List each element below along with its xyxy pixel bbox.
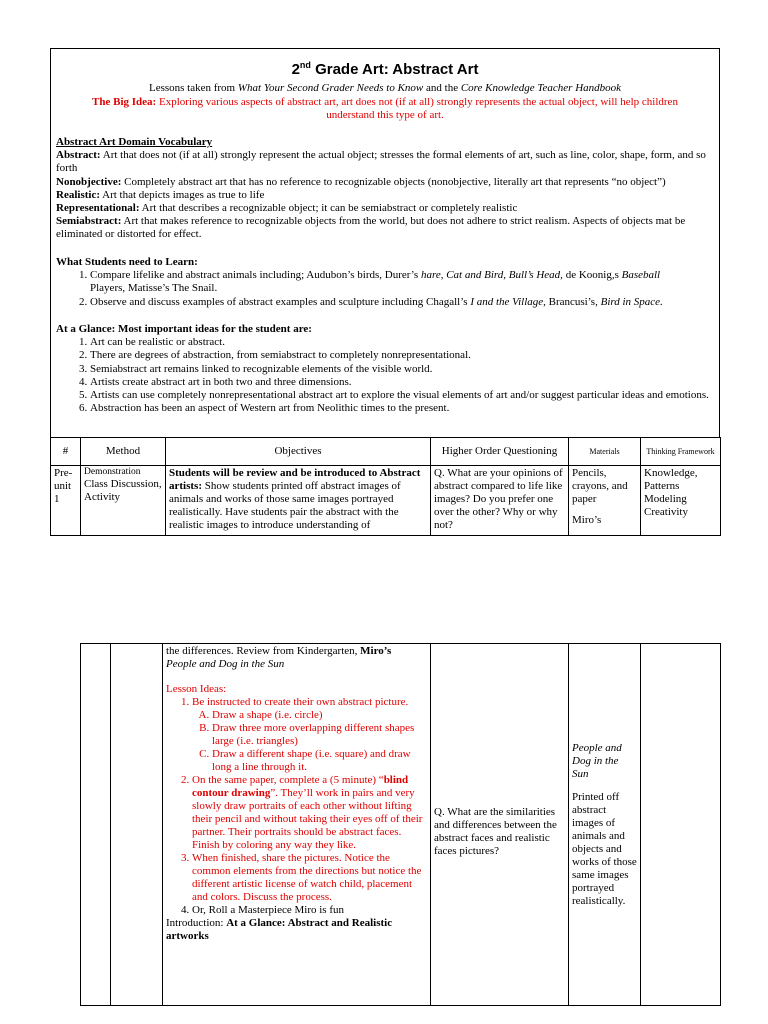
big-idea: The Big Idea: Exploring various aspects of abstract art, art does not (if at all) strongly represents the actual object, will help children understand this type of art. — [92, 96, 678, 121]
learn-section — [56, 256, 716, 309]
list-item: 5. Artists can use completely nonrepresentational abstract art to explore the visual elements of art and/or suggest particular ideas and emotions. — [90, 389, 716, 402]
header-materials: Materials — [569, 438, 641, 466]
subtitle: Lessons taken from What Your Second Grader Needs to Know and the Core Knowledge Teacher Handbook — [148, 82, 622, 94]
list-item: B. Draw three more overlapping different shapes large (i.e. triangles) — [212, 722, 427, 748]
list-item: 3. Semiabstract art remains linked to recognizable elements of the visible world. — [90, 363, 716, 376]
vocab-item: Abstract: Art that does not (if at all) strongly represent the actual object; stresses the formal elements of art, such as line, color, shape, form, and so forth — [56, 149, 706, 175]
row-thinking — [641, 644, 721, 1006]
row-objectives: Students will be review and be introduced to Abstract artists: Show students printed off abstract images of animals and works of those same images portrayed realistically. Have students pair the abstract with the realistic images to introduce understanding of — [166, 466, 431, 536]
glance-section — [56, 323, 716, 415]
vocab-item: Realistic: Art that depicts images as true to life — [56, 188, 265, 201]
row-question: Q. What are the similarities and differences between the abstract faces and realistic faces pictures? — [431, 644, 569, 1006]
list-item: 6. Abstraction has been an aspect of Western art from Neolithic times to the present. — [90, 402, 716, 415]
list-item: 4. Artists create abstract art in both two and three dimensions. — [90, 376, 716, 389]
table-row — [51, 466, 721, 536]
header-objectives: Objectives — [166, 438, 431, 466]
row-method: Demonstration Class Discussion, Activity — [81, 466, 166, 536]
vocabulary-heading: Abstract Art Domain Vocabulary — [56, 136, 213, 148]
lesson-table-continued — [80, 643, 721, 1006]
row-objectives: the differences. Review from Kindergarten, Miro’s People and Dog in the Sun Lesson Ideas: 1. Be instructed to create their own abstract picture. A. Draw a shape (i.e. circle) B. Draw three more overlapping different shapes large (i.e. triangles) C. Draw a different shape (i.e. square) and draw long a line through it. 2. On the same paper, complete a (5 minute) “blind contour drawing”. They’ll work in pairs and very slowly draw portraits of each other without lifting their pencil and without taking their eyes off of their partner. Their portraits should be abstract faces. Finish by coloring any way they like. 3. When finished, share the pictures. Notice the common elements from the directions but notice the different artistic license of watch child, placement and colors. Discuss the process. 4. Or, Roll a Masterpiece Miro is fun Introduction: At a Glance: Abstract and Realistic artworks — [163, 644, 431, 1006]
row-method — [111, 644, 163, 1006]
row-materials: People and Dog in the Sun Printed off abstract images of animals and objects and works of those same images portrayed realistically. — [569, 644, 641, 1006]
row-number: Pre-unit 1 — [51, 466, 81, 536]
list-item: 1. Be instructed to create their own abstract picture. A. Draw a shape (i.e. circle) B. Draw three more overlapping different shapes large (i.e. triangles) C. Draw a different shape (i.e. square) and draw long a line through it. — [192, 696, 427, 774]
header-questioning: Higher Order Questioning — [431, 438, 569, 466]
list-item: 2. Observe and discuss examples of abstract examples and sculpture including Chagall’s I and the Village, Brancusi’s, Bird in Space. — [90, 296, 716, 309]
list-item: 2. There are degrees of abstraction, from semiabstract to completely nonrepresentational. — [90, 349, 716, 362]
row-number — [81, 644, 111, 1006]
table-header-row — [51, 438, 721, 466]
list-item: 3. When finished, share the pictures. Notice the common elements from the directions but notice the different artistic license of watch child, placement and colors. Discuss the process. — [192, 852, 427, 904]
list-item: 2. On the same paper, complete a (5 minute) “blind contour drawing”. They’ll work in pairs and very slowly draw portraits of each other without lifting their pencil and without taking their eyes off of their partner. Their portraits should be abstract faces. Finish by coloring any way they like. — [192, 774, 427, 852]
lesson-ideas-label: Lesson Ideas: — [166, 683, 227, 695]
list-item: 1. Compare lifelike and abstract animals including; Audubon’s birds, Durer’s hare, Cat and Bird, Bull’s Head, de Koonig,s Baseball Players, Matisse’s The Snail. — [90, 269, 716, 295]
list-item: C. Draw a different shape (i.e. square) and draw long a line through it. — [212, 748, 427, 774]
list-item: A. Draw a shape (i.e. circle) — [212, 709, 427, 722]
learn-heading: What Students need to Learn: — [56, 256, 198, 268]
vocab-item: Nonobjective: Completely abstract art that has no reference to recognizable objects (nonobjective, literally art that represents “no object”) — [56, 175, 666, 188]
vocab-item: Semiabstract: Art that makes reference to recognizable objects from the world, but does not adhere to strict realism. Aspects of objects mat be eliminated or distorted for effect. — [56, 215, 686, 241]
table-row — [81, 644, 721, 1006]
page-title: 2nd Grade Art: Abstract Art — [291, 60, 479, 78]
header-thinking: Thinking Framework — [641, 438, 721, 466]
row-thinking: Knowledge, Patterns Modeling Creativity — [641, 466, 721, 536]
vocab-item: Representational: Art that describes a recognizable object; it can be semiabstract or completely realistic — [56, 202, 518, 215]
header-num: # — [51, 438, 81, 466]
lesson-table — [50, 437, 721, 536]
list-item: 1. Art can be realistic or abstract. — [90, 336, 716, 349]
vocabulary-section — [56, 136, 716, 242]
glance-heading: At a Glance: Most important ideas for the student are: — [56, 323, 312, 335]
row-materials: Pencils, crayons, and paper Miro’s — [569, 466, 641, 536]
row-question: Q. What are your opinions of abstract compared to life like images? Do you prefer one over the other? Why or why not? — [431, 466, 569, 536]
list-item: 4. Or, Roll a Masterpiece Miro is fun — [192, 904, 427, 917]
header-method: Method — [81, 438, 166, 466]
